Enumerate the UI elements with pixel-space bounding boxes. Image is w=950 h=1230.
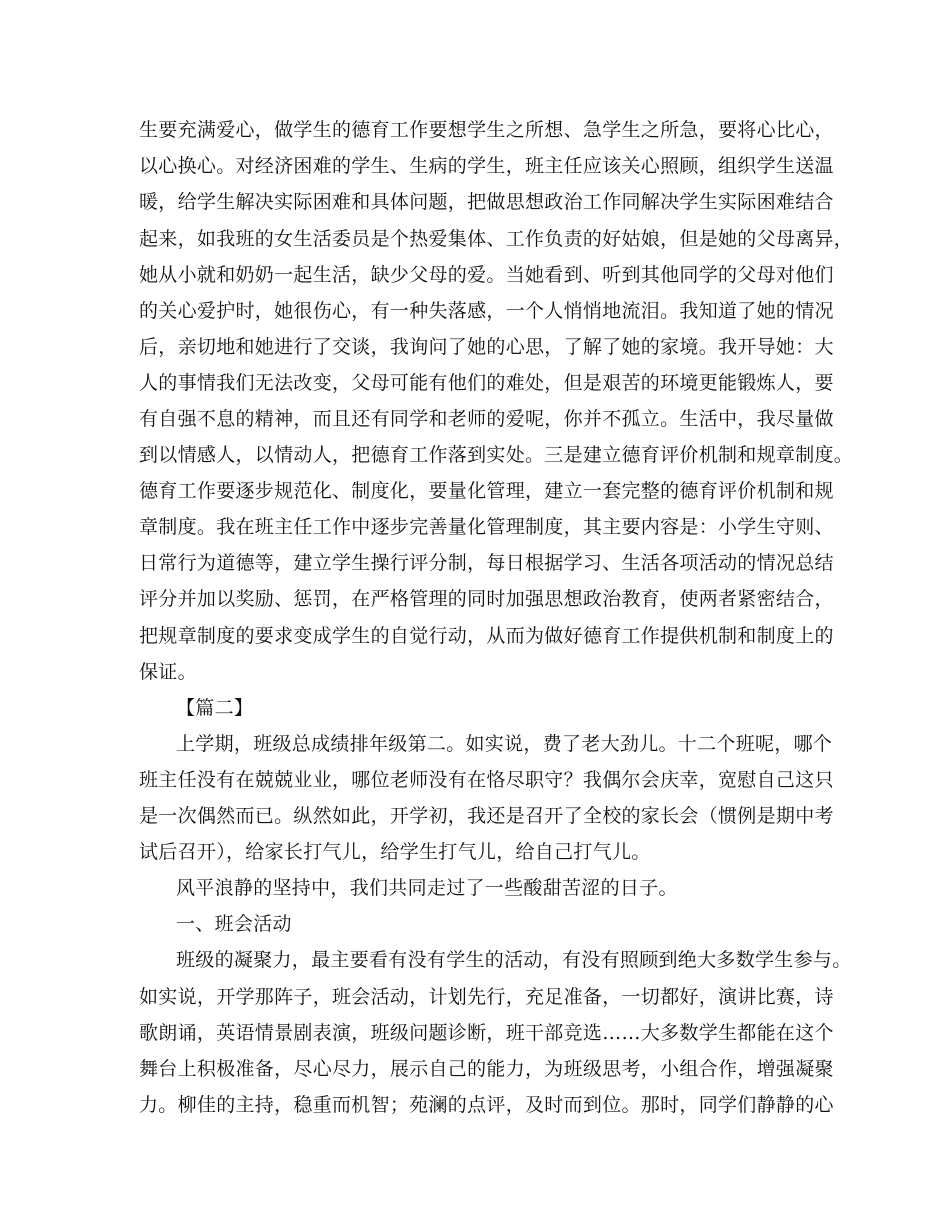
text-line: 风平浪静的坚持中，我们共同走过了一些酸甜苦涩的日子。 — [176, 877, 678, 899]
text-line: 的关心爱护时，她很伤心，有一种失落感，一个人悄悄地流泪。我知道了她的情况 — [139, 300, 834, 322]
text-line: 班级的凝聚力，最主要看有没有学生的活动，有没有照顾到绝大多数学生参与。 — [176, 949, 852, 971]
text-line: 章制度。我在班主任工作中逐步完善量化管理制度，其主要内容是：小学生守则、 — [139, 516, 834, 538]
text-line: 上学期，班级总成绩排年级第二。如实说，费了老大劲儿。十二个班呢，哪个 — [176, 733, 833, 755]
text-line: 德育工作要逐步规范化、制度化，要量化管理，建立一套完整的德育评价机制和规 — [139, 480, 834, 502]
text-line: 后，亲切地和她进行了交谈，我询问了她的心思，了解了她的家境。我开导她：大 — [139, 336, 834, 358]
text-line: 保证。 — [139, 661, 197, 683]
text-line: 力。柳佳的主持，稳重而机智；苑澜的点评，及时而到位。那时，同学们静静的心 — [139, 1094, 834, 1116]
text-line: 日常行为道德等，建立学生操行评分制，每日根据学习、生活各项活动的情况总结 — [139, 552, 834, 574]
text-line: 她从小就和奶奶一起生活，缺少父母的爱。当她看到、听到其他同学的父母对他们 — [139, 264, 834, 286]
text-line: 人的事情我们无法改变，父母可能有他们的难处，但是艰苦的环境更能锻炼人，要 — [139, 372, 834, 394]
text-line: 把规章制度的要求变成学生的自觉行动，从而为做好德育工作提供机制和制度上的 — [139, 625, 834, 647]
text-line: 是一次偶然而已。纵然如此，开学初，我还是召开了全校的家长会（惯例是期中考 — [139, 805, 834, 827]
section-heading: 【篇二】 — [176, 697, 254, 719]
text-line: 到以情感人，以情动人，把德育工作落到实处。三是建立德育评价机制和规章制度。 — [139, 444, 854, 466]
text-line: 班主任没有在兢兢业业，哪位老师没有在恪尽职守？我偶尔会庆幸，宽慰自己这只 — [139, 769, 834, 791]
text-line: 生要充满爱心，做学生的德育工作要想学生之所想、急学生之所急，要将心比心， — [139, 119, 834, 141]
text-line: 歌朗诵，英语情景剧表演，班级问题诊断，班干部竞选……大多数学生都能在这个 — [139, 1022, 834, 1044]
text-line: 评分并加以奖励、惩罚，在严格管理的同时加强思想政治教育，使两者紧密结合， — [139, 588, 834, 610]
text-line: 试后召开），给家长打气儿，给学生打气儿，给自己打气儿。 — [139, 841, 651, 863]
text-line: 以心换心。对经济困难的学生、生病的学生，班主任应该关心照顾，组织学生送温 — [139, 155, 834, 177]
text-line: 如实说，开学那阵子，班会活动，计划先行，充足准备，一切都好，演讲比赛，诗 — [139, 986, 834, 1008]
subsection-heading: 一、班会活动 — [176, 913, 292, 935]
text-line: 舞台上积极准备，尽心尽力，展示自己的能力，为班级思考，小组合作，增强凝聚 — [139, 1058, 834, 1080]
text-line: 起来，如我班的女生活委员是个热爱集体、工作负责的好姑娘，但是她的父母离异， — [139, 228, 854, 250]
text-line: 有自强不息的精神，而且还有同学和老师的爱呢，你并不孤立。生活中，我尽量做 — [139, 408, 834, 430]
text-line: 暖，给学生解决实际困难和具体问题，把做思想政治工作同解决学生实际困难结合 — [139, 191, 834, 213]
